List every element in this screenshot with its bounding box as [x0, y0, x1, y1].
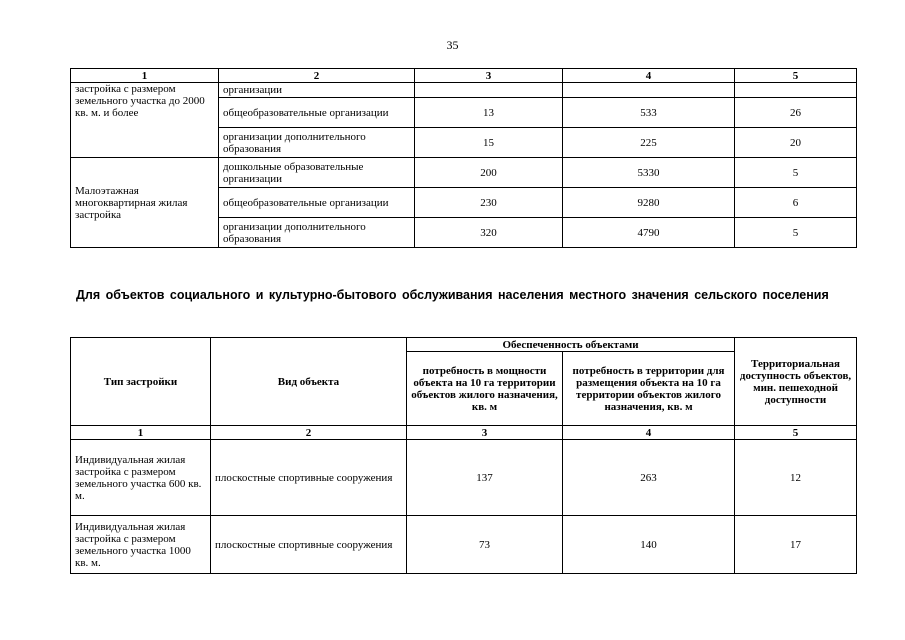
value-cell: 263: [563, 440, 735, 516]
value-cell: 17: [735, 516, 857, 574]
index-cell: 5: [735, 426, 857, 440]
table2-index-row: [71, 426, 857, 440]
col-type-header: Тип застройки: [71, 338, 211, 426]
value-cell: 6: [735, 188, 857, 218]
object-cell: плоскостные спортивные сооружения: [211, 440, 407, 516]
col-group-header: Обеспеченность объектами: [407, 338, 735, 352]
table-row: [71, 440, 857, 516]
index-cell: 1: [71, 426, 211, 440]
value-cell: 73: [407, 516, 563, 574]
section-title: Для объектов социального и культурно-бытового обслуживания населения местного значения сельского поселения: [76, 288, 829, 302]
value-cell: [563, 83, 735, 98]
table1-header-row: [71, 69, 857, 83]
social-objects-table: [70, 337, 857, 574]
value-cell: 320: [415, 218, 563, 248]
object-cell: организации дополнительного образования: [219, 128, 415, 158]
value-cell: [415, 83, 563, 98]
header-cell: 2: [219, 69, 415, 83]
table-row: [71, 516, 857, 574]
value-cell: 200: [415, 158, 563, 188]
value-cell: 9280: [563, 188, 735, 218]
col-access-header: Территориальная доступность объектов, мин. пешеходной доступности: [735, 338, 857, 426]
building-type-cell: Индивидуальная жилая застройка с размером земельного участка 600 кв. м.: [71, 440, 211, 516]
index-cell: 3: [407, 426, 563, 440]
object-cell: организации дополнительного образования: [219, 218, 415, 248]
value-cell: 5: [735, 158, 857, 188]
building-type-cell: застройка с размером земельного участка до 2000 кв. м. и более: [71, 83, 219, 158]
col-capacity-header: потребность в мощности объекта на 10 га территории объектов жилого назначения, кв. м: [407, 352, 563, 426]
value-cell: 13: [415, 98, 563, 128]
value-cell: 12: [735, 440, 857, 516]
col-kind-header: Вид объекта: [211, 338, 407, 426]
value-cell: 533: [563, 98, 735, 128]
object-cell: общеобразовательные организации: [219, 98, 415, 128]
index-cell: 4: [563, 426, 735, 440]
table-row: [71, 158, 857, 188]
value-cell: 5330: [563, 158, 735, 188]
value-cell: 140: [563, 516, 735, 574]
value-cell: 5: [735, 218, 857, 248]
value-cell: 15: [415, 128, 563, 158]
header-cell: 1: [71, 69, 219, 83]
table-row: [71, 83, 857, 98]
index-cell: 2: [211, 426, 407, 440]
header-cell: 5: [735, 69, 857, 83]
header-cell: 3: [415, 69, 563, 83]
object-cell: общеобразовательные организации: [219, 188, 415, 218]
value-cell: 137: [407, 440, 563, 516]
value-cell: 230: [415, 188, 563, 218]
object-cell: плоскостные спортивные сооружения: [211, 516, 407, 574]
value-cell: [735, 83, 857, 98]
value-cell: 4790: [563, 218, 735, 248]
value-cell: 20: [735, 128, 857, 158]
object-cell: дошкольные образовательные организации: [219, 158, 415, 188]
value-cell: 26: [735, 98, 857, 128]
building-type-cell: Индивидуальная жилая застройка с размером земельного участка 1000 кв. м.: [71, 516, 211, 574]
object-cell: организации: [219, 83, 415, 98]
col-area-header: потребность в территории для размещения объекта на 10 га территории объектов жилого назначения, кв. м: [563, 352, 735, 426]
header-cell: 4: [563, 69, 735, 83]
value-cell: 225: [563, 128, 735, 158]
continued-table: [70, 68, 857, 248]
building-type-cell: Малоэтажная многоквартирная жилая застройка: [71, 158, 219, 248]
table2-header-row: [71, 338, 857, 352]
page-number: 35: [446, 38, 459, 52]
